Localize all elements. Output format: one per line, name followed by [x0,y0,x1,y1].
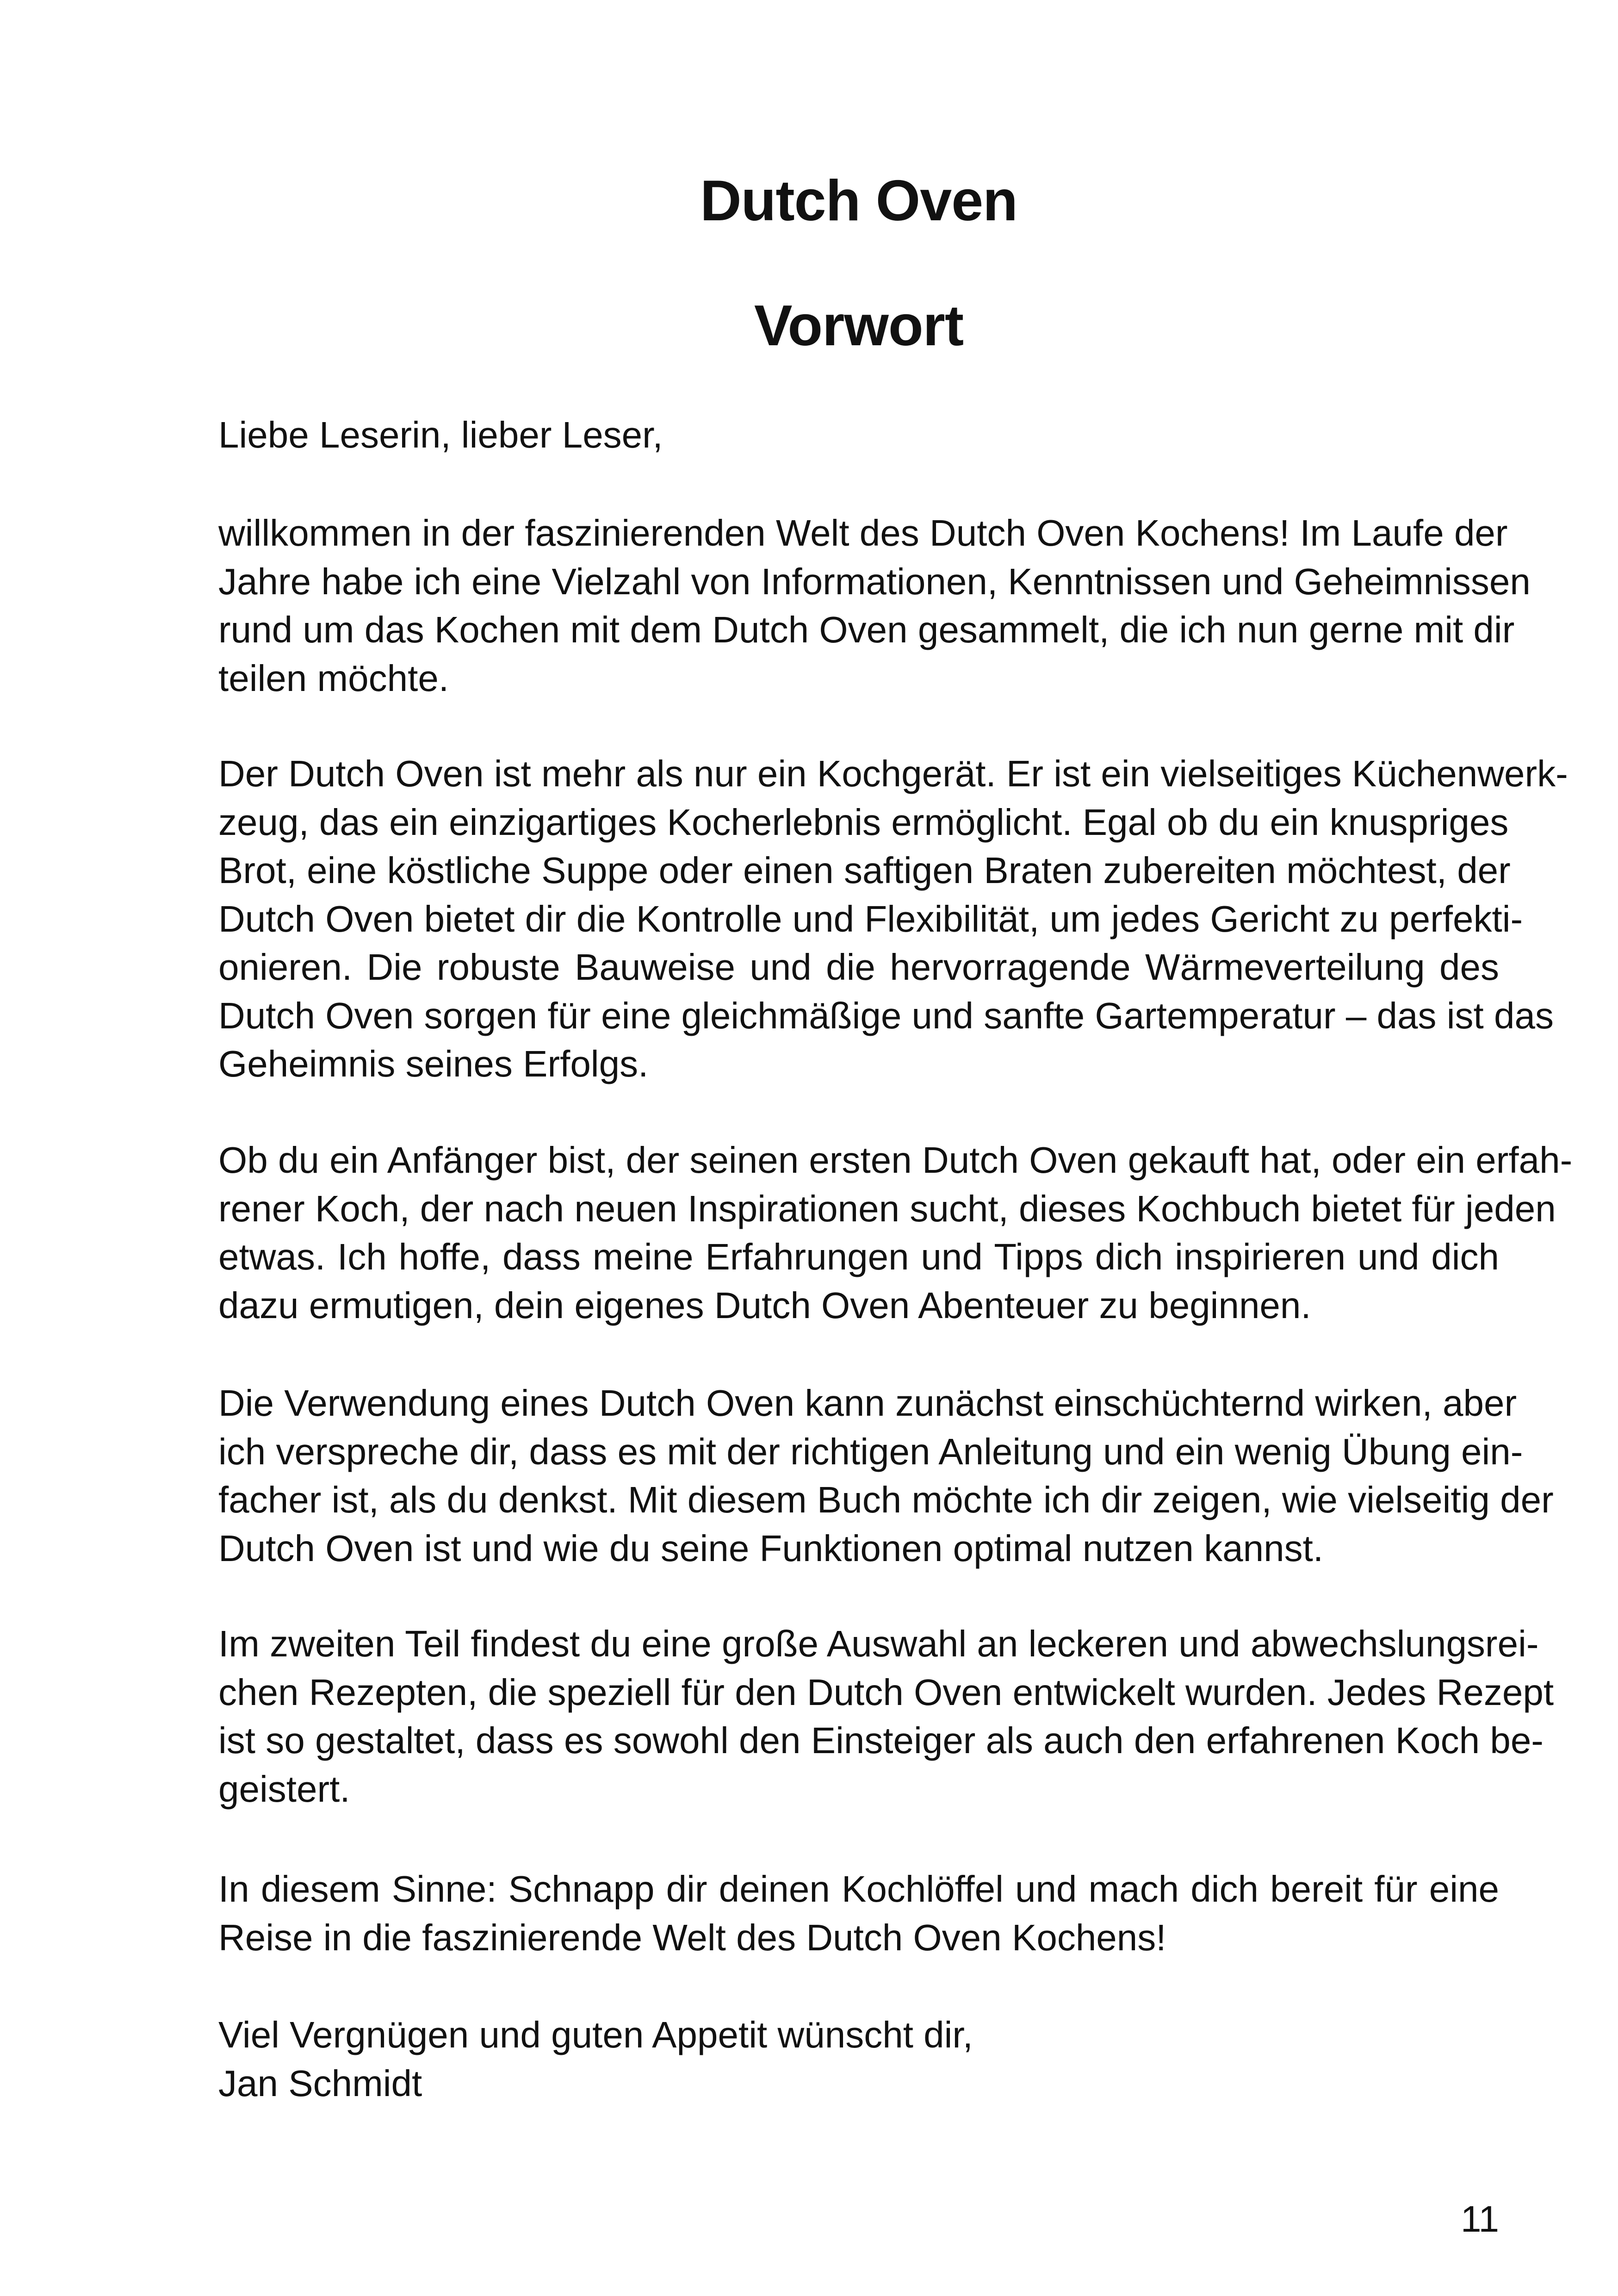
page-number: 11 [1460,2198,1499,2240]
text-line: chen Rezepten, die speziell für den Dutch Oven entwickelt wurden. Jedes Rezept [218,1671,1554,1713]
paragraph-6 [218,1865,1499,1962]
closing-line: Viel Vergnügen und guten Appetit wünscht dir, [218,2014,973,2055]
text-line: dazu ermutigen, dein eigenes Dutch Oven Abenteuer zu beginnen. [218,1284,1311,1326]
text-line: ist so gestaltet, dass es sowohl den Einsteiger als auch den erfahrenen Koch be- [218,1720,1544,1761]
book-title: Dutch Oven [700,169,1017,233]
paragraph-3 [218,1136,1573,1330]
text-line: In diesem Sinne: Schnapp dir deinen Kochlöffel und mach dich bereit für eine [218,1868,1499,1910]
paragraph-2 [218,750,1568,1089]
text-line: Die Verwendung eines Dutch Oven kann zunächst einschüchternd wirken, aber [218,1382,1517,1424]
text-line: facher ist, als du denkst. Mit diesem Buch möchte ich dir zeigen, wie vielseitig der [218,1479,1554,1520]
author-signature: Jan Schmidt [218,2063,422,2104]
text-line: geistert. [218,1768,350,1810]
text-line: Der Dutch Oven ist mehr als nur ein Kochgerät. Er ist ein vielseitiges Küchenwerk- [218,753,1568,794]
text-line: rener Koch, der nach neuen Inspirationen sucht, dieses Kochbuch bietet für jeden [218,1188,1556,1229]
text-line: Reise in die faszinierende Welt des Dutch Oven Kochens! [218,1916,1166,1958]
text-line: onieren. Die robuste Bauweise und die hervorragende Wärmeverteilung des [218,946,1499,988]
text-line: Ob du ein Anfänger bist, der seinen ersten Dutch Oven gekauft hat, oder ein erfah- [218,1139,1573,1181]
text-line: willkommen in der faszinierenden Welt des Dutch Oven Kochens! Im Laufe der [218,512,1508,554]
text-line: Jahre habe ich eine Vielzahl von Informationen, Kenntnissen und Geheimnissen [218,560,1531,602]
text-line: Im zweiten Teil findest du eine große Auswahl an leckeren und abwechslungsrei- [218,1623,1539,1664]
text-line: Geheimnis seines Erfolgs. [218,1043,649,1084]
paragraph-5 [218,1620,1554,1813]
text-line: Dutch Oven sorgen für eine gleichmäßige und sanfte Gartemperatur – das ist das [218,995,1554,1036]
text-line: etwas. Ich hoffe, dass meine Erfahrungen und Tipps dich inspirieren und dich [218,1236,1499,1277]
chapter-title: Vorwort [754,294,964,358]
paragraph-1 [218,509,1531,703]
text-line: teilen möchte. [218,657,449,699]
paragraph-4 [218,1379,1554,1573]
text-line: Dutch Oven ist und wie du seine Funktionen optimal nutzen kannst. [218,1527,1324,1569]
salutation: Liebe Leserin, lieber Leser, [218,414,663,455]
text-line: zeug, das ein einzigartiges Kocherlebnis ermöglicht. Egal ob du ein knuspriges [218,801,1509,843]
text-line: Dutch Oven bietet dir die Kontrolle und Flexibilität, um jedes Gericht zu perfekti- [218,898,1523,940]
text-line: ich verspreche dir, dass es mit der richtigen Anleitung und ein wenig Übung ein- [218,1431,1523,1472]
text-line: Brot, eine köstliche Suppe oder einen saftigen Braten zubereiten möchtest, der [218,850,1511,891]
text-line: rund um das Kochen mit dem Dutch Oven gesammelt, die ich nun gerne mit dir [218,609,1515,650]
